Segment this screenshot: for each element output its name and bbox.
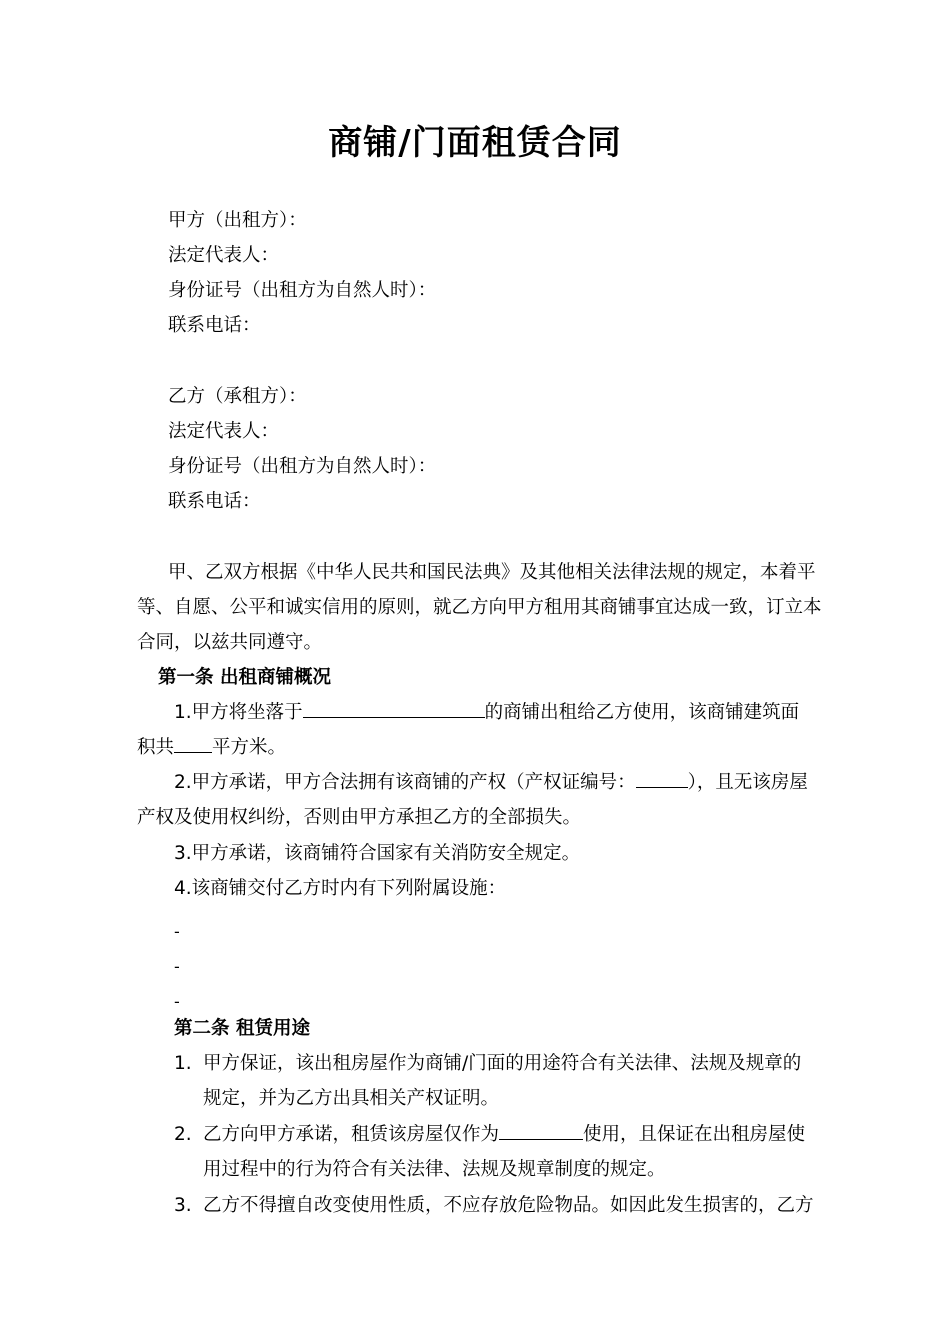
article-2-item-3-line-1: 乙方不得擅自改变使用性质，不应存放危险物品。如因此发生损害的，乙方: [203, 1195, 814, 1216]
area-blank[interactable]: [174, 734, 212, 753]
article-2-item-2-line-1: [203, 1117, 805, 1152]
article-1-item-2: [174, 765, 808, 800]
party-a-id: 身份证号（出租方为自然人时）：: [168, 280, 437, 301]
article-2-item-1-line-2: 规定，并为乙方出具相关产权证明。: [203, 1088, 500, 1109]
facility-dash-1: -: [174, 922, 180, 941]
article-1-item-1-cont: [137, 730, 286, 765]
party-b-rep: 法定代表人：: [168, 421, 280, 442]
party-a-phone: 联系电话：: [168, 315, 261, 336]
preamble-line-1: 甲、乙双方根据《中华人民共和国民法典》及其他相关法律法规的规定，本着平: [168, 562, 816, 583]
article-1-heading: 第一条 出租商铺概况: [158, 667, 331, 688]
article-1-item-1: [174, 695, 799, 730]
article-2-item-2-number: 2.: [174, 1124, 192, 1145]
article-1-item-2-cont: 产权及使用权纠纷，否则由甲方承担乙方的全部损失。: [137, 807, 582, 828]
article-2-item-3-number: 3.: [174, 1195, 192, 1216]
item-2-use-text-b: 使用，且保证在出租房屋使: [583, 1124, 806, 1145]
usage-blank[interactable]: [499, 1121, 583, 1140]
facility-dash-2: -: [174, 957, 180, 976]
facility-dash-3: -: [174, 992, 180, 1011]
item-1-text-c: 积共: [137, 737, 175, 758]
party-b-label: 乙方（承租方）：: [168, 386, 307, 407]
party-b-phone: 联系电话：: [168, 491, 261, 512]
item-2-text-b: ），且无该房屋: [687, 772, 808, 793]
certificate-number-blank[interactable]: [636, 769, 688, 788]
article-2-item-2-line-2: 用过程中的行为符合有关法律、法规及规章制度的规定。: [203, 1159, 666, 1180]
party-b-id: 身份证号（出租方为自然人时）：: [168, 456, 437, 477]
item-2-text-a: 2.甲方承诺，甲方合法拥有该商铺的产权（产权证编号：: [174, 772, 636, 793]
preamble-line-2: 等、自愿、公平和诚实信用的原则，就乙方向甲方租用其商铺事宜达成一致，订立本: [137, 597, 822, 618]
item-1-text-d: 平方米。: [212, 737, 287, 758]
article-2-item-1-number: 1.: [174, 1053, 192, 1074]
item-1-text-a: 1.甲方将坐落于: [174, 702, 303, 723]
item-2-use-text-a: 乙方向甲方承诺，租赁该房屋仅作为: [203, 1124, 500, 1145]
article-2-heading: 第二条 租赁用途: [174, 1018, 310, 1039]
article-1-item-3: 3.甲方承诺，该商铺符合国家有关消防安全规定。: [174, 843, 581, 864]
document-title: 商铺/门面租赁合同: [328, 123, 622, 163]
article-1-item-4: 4.该商铺交付乙方时内有下列附属设施：: [174, 878, 507, 899]
article-2-item-1-line-1: 甲方保证，该出租房屋作为商铺/门面的用途符合有关法律、法规及规章的: [203, 1053, 802, 1074]
preamble-line-3: 合同，以兹共同遵守。: [137, 632, 323, 653]
party-a-label: 甲方（出租方）：: [168, 210, 307, 231]
party-a-rep: 法定代表人：: [168, 245, 280, 266]
location-blank[interactable]: [303, 699, 485, 718]
item-1-text-b: 的商铺出租给乙方使用，该商铺建筑面: [484, 702, 800, 723]
